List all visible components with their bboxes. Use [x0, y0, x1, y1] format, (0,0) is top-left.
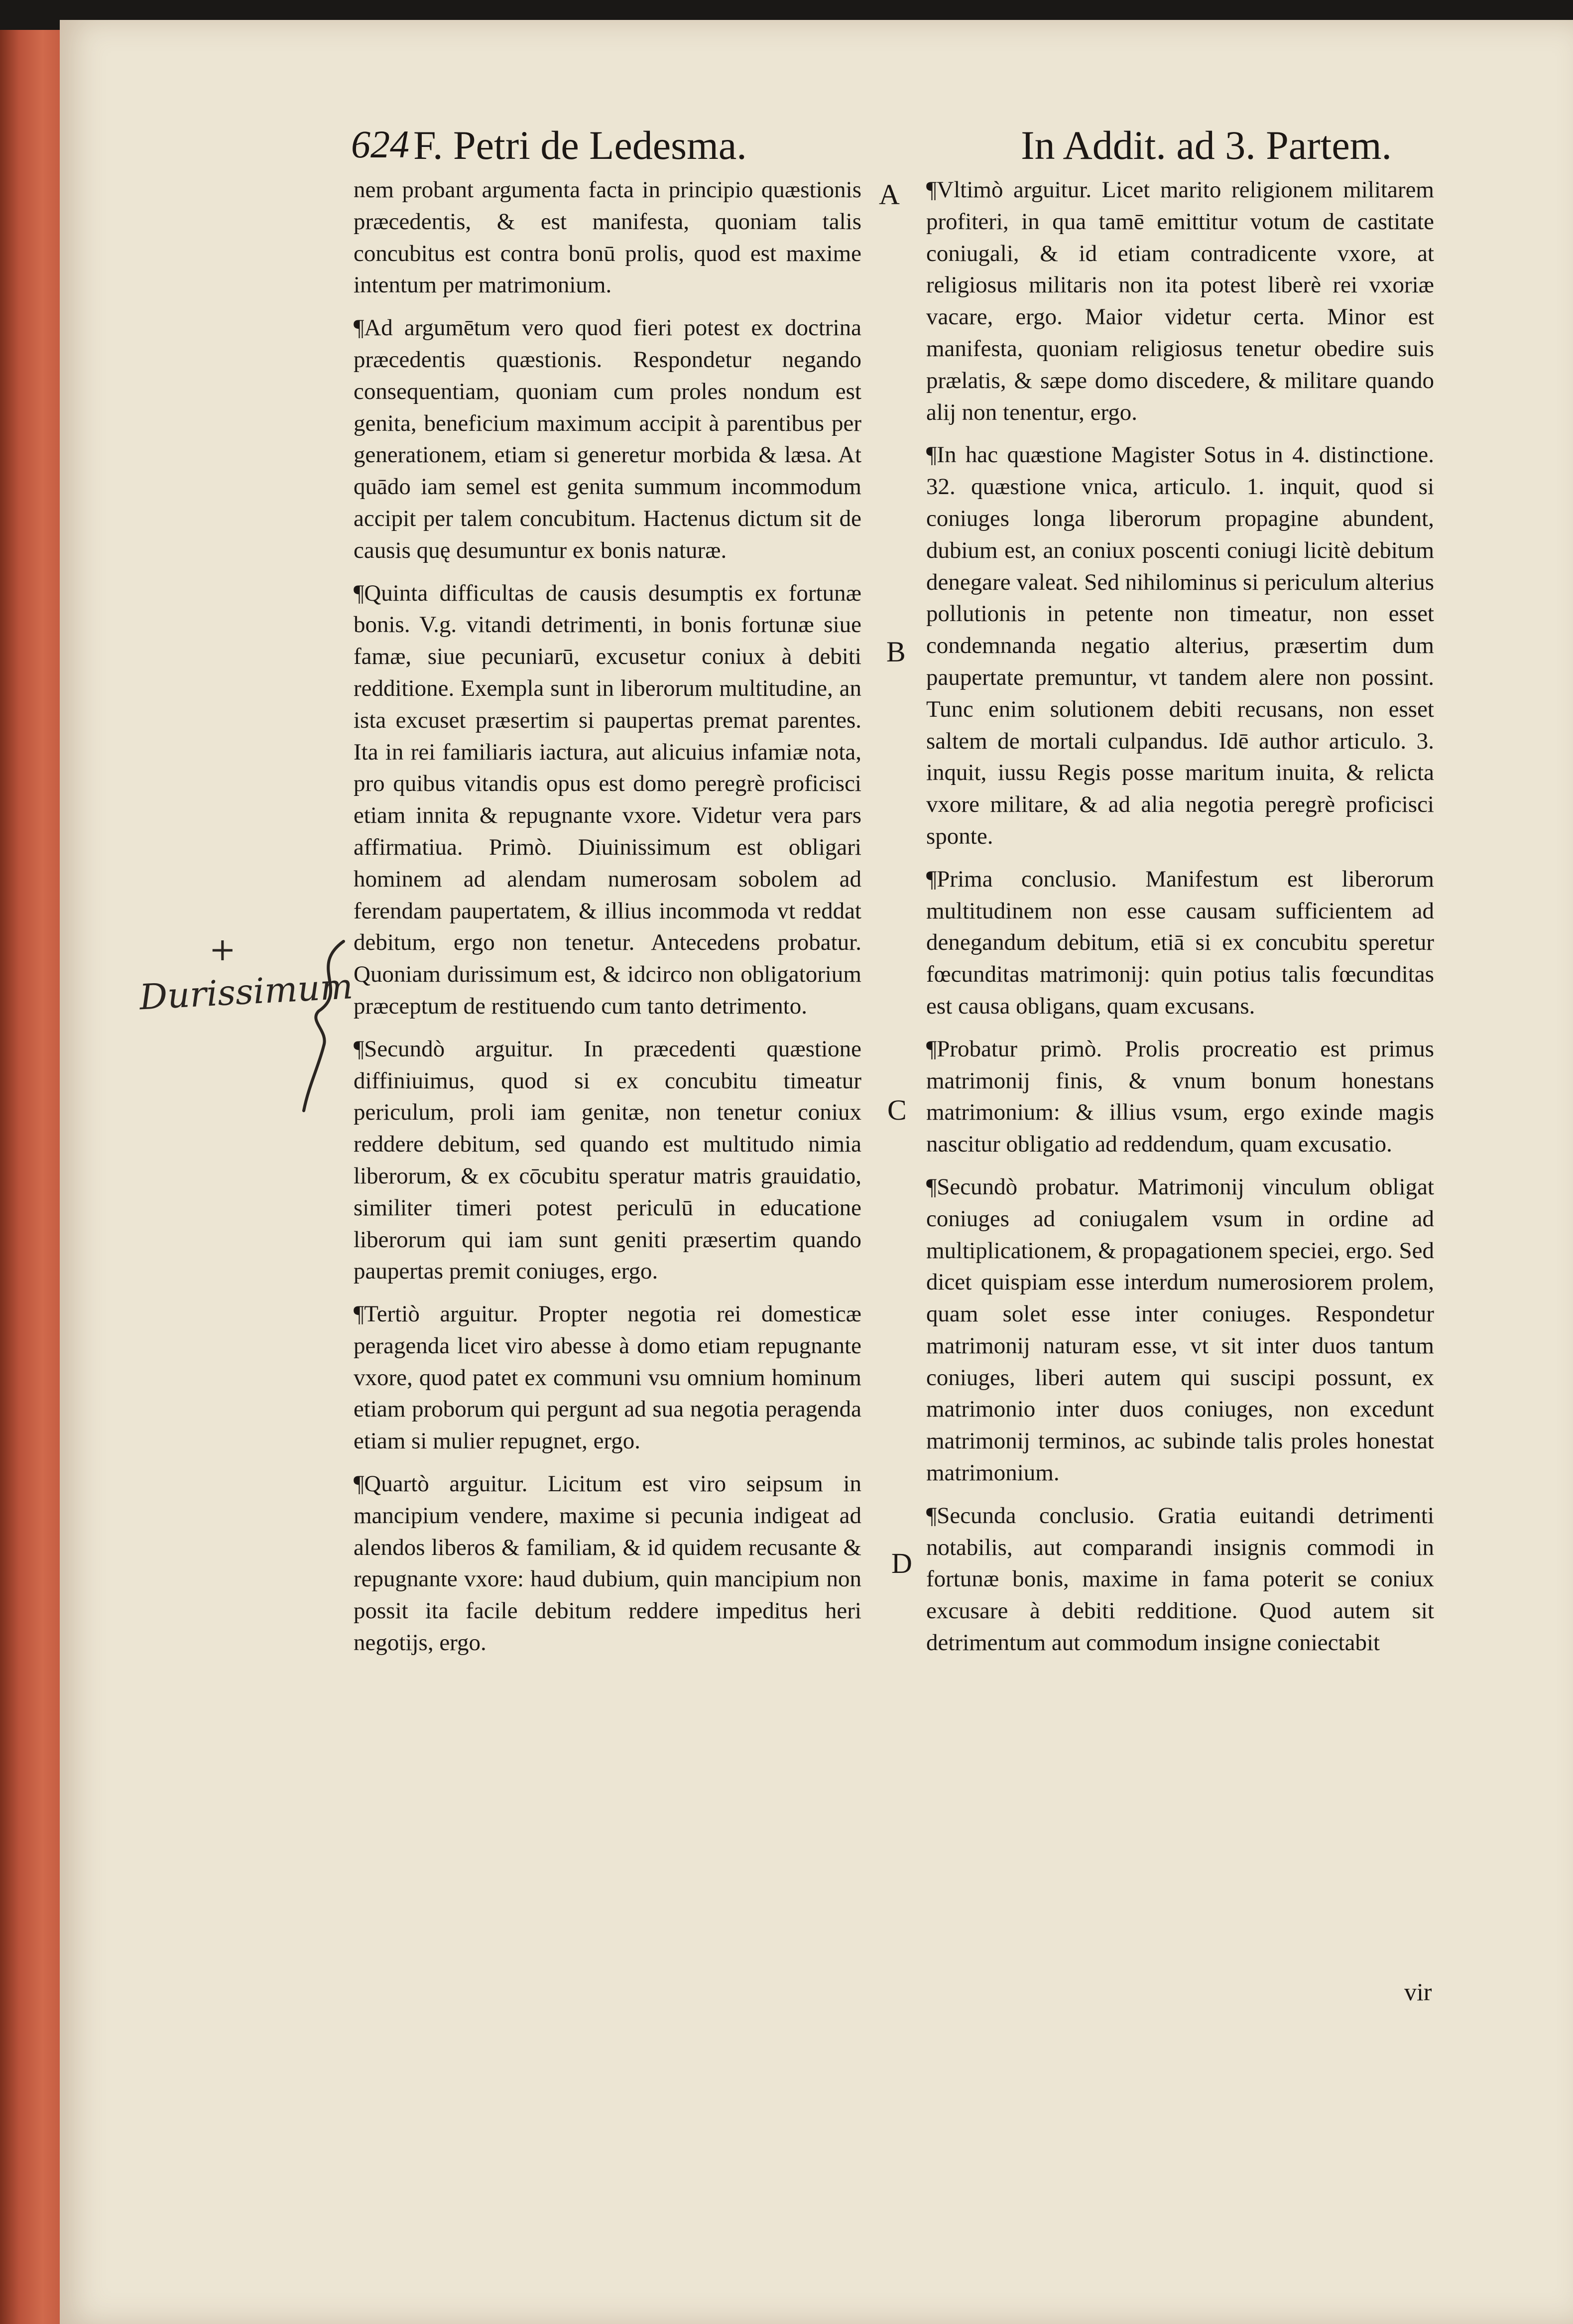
left-column [354, 174, 861, 1670]
margin-bracket-stroke [289, 936, 363, 1116]
page-number: 624 [351, 123, 409, 166]
right-column [926, 174, 1434, 1670]
section-marker-b: B [886, 636, 906, 668]
catchword: vir [1404, 1978, 1432, 2006]
margin-mark: + [209, 931, 236, 968]
margin-note-handwritten: Durissimum [138, 966, 354, 1018]
paragraph: ¶Prima conclusio. Manifestum est liberorum multitudinem non esse causam sufficientem ad denegandum debitum, etiā si ex concubitu speretur fœcunditas matrimonij: quin potius talis fœcunditas est causa obligans, quam excusans. [926, 866, 1434, 1019]
paragraph: nem probant argumenta facta in principio quæstionis præcedentis, & est manifesta, quoniam talis concubitus est contra bonū prolis, quod est maxime intentum per matrimonium. [354, 177, 861, 298]
paragraph: ¶Tertiò arguitur. Propter negotia rei domesticæ peragenda licet viro abesse à domo etiam repugnante vxore, quod patet ex communi vsu omnium hominum etiam proborum qui pergunt ad sua negotia peragenda etiam si mulier repugnet, ergo. [354, 1301, 861, 1454]
section-marker-c: C [887, 1094, 907, 1126]
author-heading: F. Petri de Ledesma. [413, 123, 747, 168]
paragraph: ¶Vltimò arguitur. Licet marito religionem militarem profiteri, in qua tamē emittitur votum de castitate coniugali, & id etiam contradicente vxore, at religiosus militaris non ita potest liberè rei vxoriæ vacare, ergo. Maior videtur certa. Minor est manifesta, quoniam religiosus tenetur obedire suis prælatis, & sæpe domo discedere, & militare quando alij non tenentur, ergo. [926, 177, 1434, 425]
section-marker-d: D [891, 1547, 912, 1579]
paragraph: ¶Secundò probatur. Matrimonij vinculum obligat coniuges ad coniugalem vsum in ordine ad multiplicationem, & propagationem speciei, ergo. Sed dicet quispiam esse interdum numerosiorem prolem, quam solet esse inter coniuges. Respondetur matrimonij naturam esse, vt sit inter duos tantum coniuges, liberi autem qui suscipi possunt, ex matrimonio inter duos coniuges, non excedunt matrimonij terminos, ac subinde talis proles honestat matrimonium. [926, 1173, 1434, 1486]
paragraph: ¶Probatur primò. Prolis procreatio est primus matrimonij finis, & vnum bonum honestans matrimonium: & illius vsum, ergo exinde magis nascitur obligatio ad reddendum, quam excusatio. [926, 1035, 1434, 1158]
paragraph: ¶In hac quæstione Magister Sotus in 4. distinctione. 32. quæstione vnica, articulo. 1. inquit, quod si coniuges longa liberorum propagine abundent, dubium est, an coniux poscenti coniugi licitè debitum denegare valeat. Sed nihilominus si periculum alterius pollutionis in petente non timeatur, non esset condemnanda negatio alterius, præsertim dum paupertate premuntur, vt tandem alere non possint. Tunc enim solutionem debiti recusans, non esset saltem de mortali culpandus. Idē author articulo. 3. inquit, iussu Regis posse maritum inuita, & relicta vxore militare, & ad alia negotia peregrè proficisci sponte. [926, 442, 1434, 849]
section-heading: In Addit. ad 3. Partem. [1021, 123, 1392, 168]
paragraph: ¶Quartò arguitur. Licitum est viro seipsum in mancipium vendere, maxime si pecunia indigeat ad alendos liberos & familiam, & id quidem recusante & repugnante vxore: haud dubium, quin mancipium non possit ita facile debitum reddere impeditus heri negotijs, ergo. [354, 1471, 861, 1656]
section-marker-a: A [879, 178, 900, 211]
running-head [351, 122, 1392, 177]
paragraph: ¶Secundò arguitur. In præcedenti quæstione diffiniuimus, quod si ex concubitu timeatur periculum, proli iam genitæ, non tenetur coniux reddere debitum, sed quando est multitudo nimia liberorum, & ex cōcubitu speratur matris grauidatio, similiter timeri potest periculū in educatione liberorum qui iam sunt geniti præsertim quando paupertas premit coniuges, ergo. [354, 1035, 861, 1285]
paragraph: ¶Ad argumētum vero quod fieri potest ex doctrina præcedentis quæstionis. Respondetur negando consequentiam, quoniam cum proles nondum est genita, beneficium maximum accipit à parentibus per generationem, etiam si generetur morbida & læsa. At quādo iam semel est genita summum incommodum accipit per talem concubitum. Hactenus dictum sit de causis quę desumuntur ex bonis naturæ. [354, 315, 861, 563]
paragraph: ¶Quinta difficultas de causis desumptis ex fortunæ bonis. V.g. vitandi detrimenti, in bonis fortunæ siue famæ, siue pecuniarū, excusetur coniux à debiti redditione. Exempla sunt in liberorum multitudine, an ista excuset præsertim si paupertas premat parentes. Ita in rei familiaris iactura, aut alicuius infamiæ nota, pro quibus vitandis opus est domo peregrè proficisci etiam innita & repugnante vxore. Videtur vera pars affirmatiua. Primò. Diuinissimum est obligari hominem ad alendam numerosam sobolem ad ferendam paupertatem, & illius incommoda vt reddat debitum, ergo non tenetur. Antecedens probatur. Quoniam durissimum est, & idcirco non obligatorium præceptum de restituendo cum tanto detrimento. [354, 580, 861, 1019]
paragraph: ¶Secunda conclusio. Gratia euitandi detrimenti notabilis, aut comparandi insignis commodi in fortunæ bonis, maxime in fama poterit se coniux excusare à debiti redditione. Quod autem sit detrimentum aut commodum insigne coniectabit [926, 1502, 1434, 1656]
